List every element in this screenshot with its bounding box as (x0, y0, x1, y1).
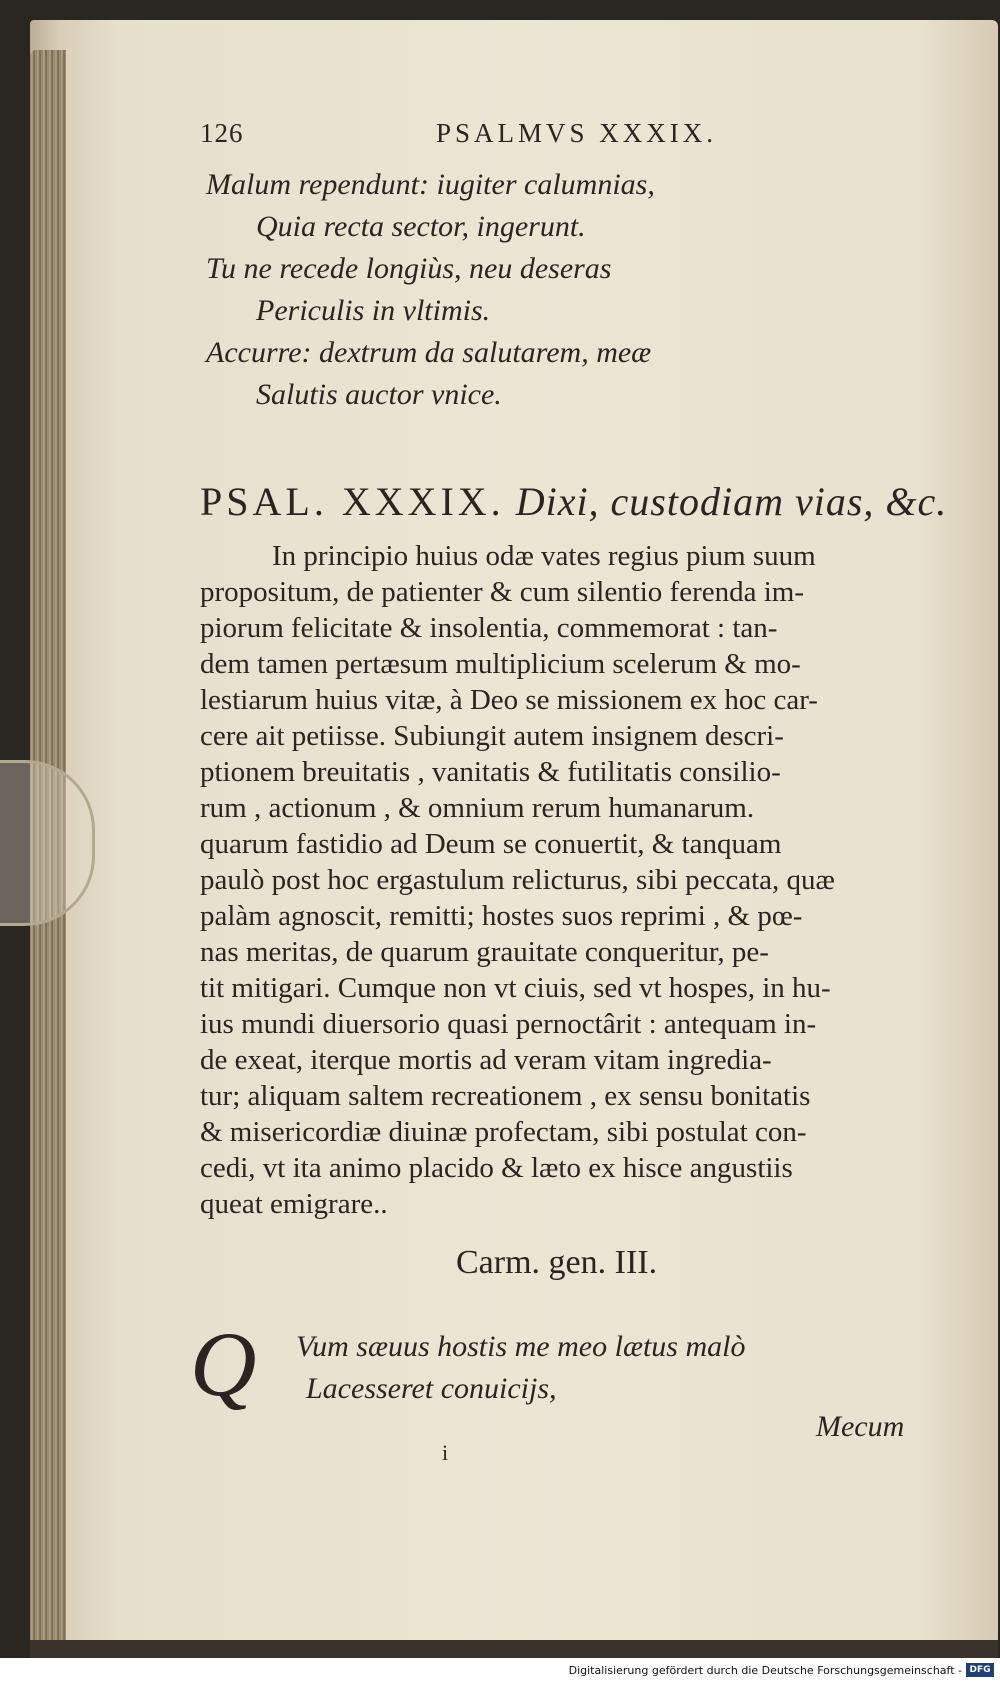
verse-line: Periculis in vltimis. (256, 294, 491, 327)
prose-line: de exeat, iterque mortis ad veram vitam ingredia- (200, 1044, 772, 1076)
verse-line: Tu ne recede longiùs, neu deseras (206, 252, 612, 285)
psalm-heading-incipit: Dixi, custodiam vias, &c. (515, 479, 948, 524)
ode-line: Vum sæuus hostis me meo lætus malò (296, 1330, 746, 1363)
digitization-footer (0, 1658, 1000, 1682)
prose-line: cere ait petiisse. Subiungit autem insignem descri- (200, 720, 784, 752)
carmen-label: Carm. gen. III. (456, 1244, 658, 1281)
psalm-heading-number: PSAL. XXXIX. (200, 479, 505, 524)
book-bottom-edge (30, 1640, 998, 1658)
prose-line: rum , actionum , & omnium rerum humanarum. (200, 792, 755, 824)
verse-line: Quia recta sector, ingerunt. (256, 210, 586, 243)
prose-line: & misericordiæ diuinæ profectam, sibi postulat con- (200, 1116, 807, 1148)
page-number: 126 (200, 118, 244, 148)
verse-line: Salutis auctor vnice. (256, 378, 502, 411)
prose-line: In principio huius odæ vates regius pium suum (272, 540, 816, 572)
prose-line: tit mitigari. Cumque non vt ciuis, sed vt hospes, in hu- (200, 972, 831, 1004)
drop-initial: Q (190, 1313, 257, 1415)
prose-line: propositum, de patienter & cum silentio ferenda im- (200, 576, 805, 608)
prose-line: piorum felicitate & insolentia, commemorat : tan- (200, 612, 778, 644)
prose-line: quarum fastidio ad Deum se conuertit, & tanquam (200, 828, 782, 860)
prose-line: ius mundi diuersorio quasi pernoctârit : antequam in- (200, 1008, 817, 1040)
prose-line: tur; aliquam saltem recreationem , ex sensu bonitatis (200, 1080, 811, 1112)
prose-line: palàm agnoscit, remitti; hostes suos reprimi , & pœ- (200, 900, 803, 932)
prose-line: queat emigrare.. (200, 1188, 388, 1220)
running-title: PSALMVS XXXIX. (436, 118, 718, 148)
prose-line: lestiarum huius vitæ, à Deo se missionem ex hoc car- (200, 684, 818, 716)
prose-line: nas meritas, de quarum grauitate conqueritur, pe- (200, 936, 769, 968)
catchword: Mecum (816, 1410, 905, 1443)
prose-line: paulò post hoc ergastulum relicturus, sibi peccata, quæ (200, 864, 835, 896)
prose-line: dem tamen pertæsum multiplicium scelerum & mo- (200, 648, 801, 680)
prose-line: cedi, vt ita animo placido & læto ex hisce angustiis (200, 1152, 793, 1184)
verse-line: Malum rependunt: iugiter calumnias, (206, 168, 655, 201)
ode-line: Lacesseret conuicijs, (306, 1372, 557, 1405)
prose-line: ptionem breuitatis , vanitatis & futilitatis consilio- (200, 756, 781, 788)
psalm-heading (200, 478, 947, 525)
verse-line: Accurre: dextrum da salutarem, meæ (206, 336, 652, 369)
signature-mark: i (442, 1440, 449, 1465)
footer-credit: Digitalisierung gefördert durch die Deutsche Forschungsgemeinschaft - (568, 1664, 962, 1677)
dfg-logo: DFG (966, 1663, 994, 1677)
